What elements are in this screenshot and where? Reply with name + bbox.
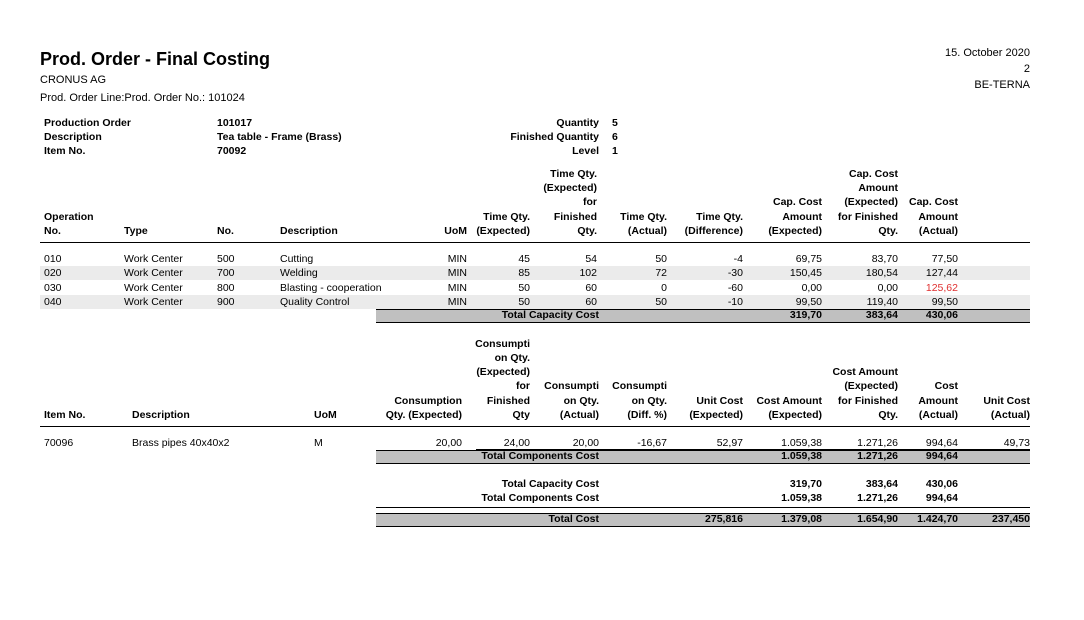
description-label: Description <box>44 131 102 143</box>
summary-components-for-finished: 1.271,26 <box>857 492 898 504</box>
user-id: BE-TERNA <box>974 79 1030 91</box>
cap-cell-operation-no: 010 <box>44 253 62 265</box>
cap-cell-operation-no: 040 <box>44 295 62 308</box>
quantity-label: Quantity <box>556 117 599 129</box>
report-filter: Prod. Order Line:Prod. Order No.: 101024 <box>40 92 245 104</box>
comp-cell-unit-cost-actual: 49,73 <box>1003 437 1030 449</box>
capacity-total-for-finished: 383,64 <box>865 309 898 321</box>
total-cost-for-finished: 1.654,90 <box>857 513 898 525</box>
comp-header-cost-amount-expected: Cost Amount (Expected) <box>756 394 822 421</box>
comp-header-consumption-diff: Consumpti on Qty. (Diff. %) <box>612 380 667 421</box>
cap-header-no: No. <box>217 224 234 237</box>
report-date: 15. October 2020 <box>944 47 1030 59</box>
cap-cell-description: Welding <box>280 267 318 280</box>
comp-cell-unit-cost-expected: 52,97 <box>716 437 743 449</box>
cap-header-time-expected: Time Qty. (Expected) <box>476 210 530 237</box>
summary-capacity-expected: 319,70 <box>789 478 822 490</box>
cap-cell-cap-cost-actual: 127,44 <box>925 267 958 280</box>
comp-header-uom: UoM <box>314 408 337 421</box>
components-total-expected: 1.059,38 <box>781 450 822 462</box>
cap-cell-uom: MIN <box>447 253 467 265</box>
cap-cell-time-expected: 85 <box>518 267 530 280</box>
cap-cell-cap-cost-for-finished: 0,00 <box>877 281 898 294</box>
cap-cell-cap-cost-expected: 150,45 <box>789 267 822 280</box>
cap-cell-time-actual: 72 <box>655 267 667 280</box>
cap-cell-description: Cutting <box>280 253 314 265</box>
comp-cell-uom: M <box>314 437 323 449</box>
company-name: CRONUS AG <box>40 74 107 86</box>
cap-cell-time-for-finished: 60 <box>585 295 597 308</box>
cap-header-time-for-finished: Time Qty. (Expected) for Finished Qty. <box>543 168 597 237</box>
cap-cell-type: Work Center <box>124 253 183 265</box>
production-order-label: Production Order <box>44 117 131 129</box>
cap-cell-uom: MIN <box>447 295 467 308</box>
components-total-for-finished: 1.271,26 <box>857 450 898 462</box>
finished-quantity-label: Finished Quantity <box>510 131 599 143</box>
level-value: 1 <box>612 145 618 157</box>
cap-cell-uom: MIN <box>447 267 467 280</box>
cap-cell-time-difference: -60 <box>727 281 743 294</box>
cap-header-uom: UoM <box>444 224 467 237</box>
item-no-label: Item No. <box>44 145 86 157</box>
total-cost-actual: 1.424,70 <box>917 513 958 525</box>
cap-header-time-difference: Time Qty. (Difference) <box>684 210 743 237</box>
cap-cell-time-for-finished: 102 <box>579 267 597 280</box>
comp-header-item-no: Item No. <box>44 408 86 421</box>
cap-header-operation-no: Operation No. <box>44 210 94 237</box>
comp-header-consumption-actual: Consumpti on Qty. (Actual) <box>544 380 599 421</box>
cap-cell-no: 800 <box>217 281 235 294</box>
cap-cell-cap-cost-for-finished: 83,70 <box>871 253 898 265</box>
cap-header-type: Type <box>124 224 148 237</box>
cap-cell-operation-no: 030 <box>44 281 62 294</box>
comp-header-description: Description <box>132 408 190 421</box>
comp-cell-cost-amount-expected: 1.059,38 <box>781 437 822 449</box>
cap-cell-cap-cost-actual: 125,62 <box>925 281 958 294</box>
cap-cell-cap-cost-actual: 77,50 <box>931 253 958 265</box>
cap-cell-no: 900 <box>217 295 235 308</box>
report-title: Prod. Order - Final Costing <box>40 49 271 69</box>
summary-components-actual: 994,64 <box>925 492 958 504</box>
cap-cell-cap-cost-for-finished: 180,54 <box>865 267 898 280</box>
cap-cell-uom: MIN <box>447 281 467 294</box>
summary-components-expected: 1.059,38 <box>781 492 822 504</box>
summary-capacity-label: Total Capacity Cost <box>501 478 599 490</box>
quantity-value: 5 <box>612 117 618 129</box>
capacity-total-actual: 430,06 <box>925 309 958 321</box>
cap-cell-cap-cost-actual: 99,50 <box>931 295 958 308</box>
cap-cell-time-expected: 50 <box>518 295 530 308</box>
cap-cell-time-difference: -10 <box>727 295 743 308</box>
components-total-actual: 994,64 <box>925 450 958 462</box>
cap-cell-description: Blasting - cooperation <box>280 281 382 294</box>
comp-cell-cost-amount-for-finished: 1.271,26 <box>857 437 898 449</box>
cap-cell-time-for-finished: 54 <box>585 253 597 265</box>
cap-cell-time-difference: -4 <box>733 253 743 265</box>
comp-cell-consumption-expected: 20,00 <box>435 437 462 449</box>
summary-divider <box>376 507 1030 508</box>
cap-cell-no: 700 <box>217 267 235 280</box>
total-cost-label: Total Cost <box>548 513 599 525</box>
cap-cell-type: Work Center <box>124 295 183 308</box>
comp-cell-consumption-actual: 20,00 <box>572 437 599 449</box>
comp-header-cost-amount-actual: Cost Amount (Actual) <box>918 380 958 421</box>
comp-cell-description: Brass pipes 40x40x2 <box>132 437 230 449</box>
comp-header-unit-cost-actual: Unit Cost (Actual) <box>983 394 1030 421</box>
comp-cell-item-no: 70096 <box>44 437 74 449</box>
cap-header-time-actual: Time Qty. (Actual) <box>620 210 667 237</box>
cap-cell-time-expected: 45 <box>518 253 530 265</box>
cap-cell-type: Work Center <box>124 281 183 294</box>
capacity-total-label: Total Capacity Cost <box>501 309 599 321</box>
cap-header-description: Description <box>280 224 338 237</box>
cap-header-cap-cost-actual: Cap. Cost Amount (Actual) <box>908 196 958 237</box>
page-number: 2 <box>1023 63 1030 75</box>
cap-cell-cap-cost-expected: 99,50 <box>795 295 822 308</box>
cap-cell-cap-cost-expected: 69,75 <box>795 253 822 265</box>
components-total-label: Total Components Cost <box>481 450 599 462</box>
production-order-value: 101017 <box>217 117 253 129</box>
comp-header-cost-amount-for-finished: Cost Amount (Expected) for Finished Qty. <box>832 366 898 421</box>
cap-cell-time-difference: -30 <box>727 267 743 280</box>
finished-quantity-value: 6 <box>612 131 618 143</box>
item-no-value: 70092 <box>217 145 247 157</box>
comp-header-unit-cost-expected: Unit Cost (Expected) <box>689 394 743 421</box>
capacity-total-expected: 319,70 <box>789 309 822 321</box>
cap-cell-description: Quality Control <box>280 295 350 308</box>
cap-cell-time-actual: 0 <box>661 281 667 294</box>
summary-capacity-actual: 430,06 <box>925 478 958 490</box>
total-unit-cost-expected: 275,816 <box>705 513 743 525</box>
summary-components-label: Total Components Cost <box>481 492 599 504</box>
comp-cell-consumption-for-finished: 24,00 <box>503 437 530 449</box>
capacity-header-divider <box>40 242 1030 243</box>
cap-cell-time-actual: 50 <box>655 295 667 308</box>
description-value: Tea table - Frame (Brass) <box>217 131 342 143</box>
cap-cell-no: 500 <box>217 253 235 265</box>
cap-header-cap-cost-expected: Cap. Cost Amount (Expected) <box>768 196 822 237</box>
cap-cell-cap-cost-for-finished: 119,40 <box>866 295 898 308</box>
level-label: Level <box>572 145 599 157</box>
cap-cell-time-for-finished: 60 <box>585 281 597 294</box>
components-header-divider <box>40 426 1030 427</box>
comp-cell-cost-amount-actual: 994,64 <box>925 437 958 449</box>
comp-header-consumption-expected: Consumption Qty. (Expected) <box>385 394 462 421</box>
cap-header-cap-cost-for-finished: Cap. Cost Amount (Expected) for Finished Qty. <box>837 168 898 237</box>
total-cost-expected: 1.379,08 <box>781 513 822 525</box>
cap-cell-type: Work Center <box>124 267 183 280</box>
cap-cell-operation-no: 020 <box>44 267 62 280</box>
total-unit-cost-actual: 237,450 <box>992 513 1030 525</box>
comp-cell-consumption-diff: -16,67 <box>637 437 667 449</box>
comp-header-consumption-for-finished: Consumpti on Qty. (Expected) for Finished Qty <box>475 337 530 421</box>
cap-cell-cap-cost-expected: 0,00 <box>801 281 822 294</box>
cap-cell-time-actual: 50 <box>655 253 667 265</box>
cap-cell-time-expected: 50 <box>518 281 530 294</box>
summary-capacity-for-finished: 383,64 <box>865 478 898 490</box>
